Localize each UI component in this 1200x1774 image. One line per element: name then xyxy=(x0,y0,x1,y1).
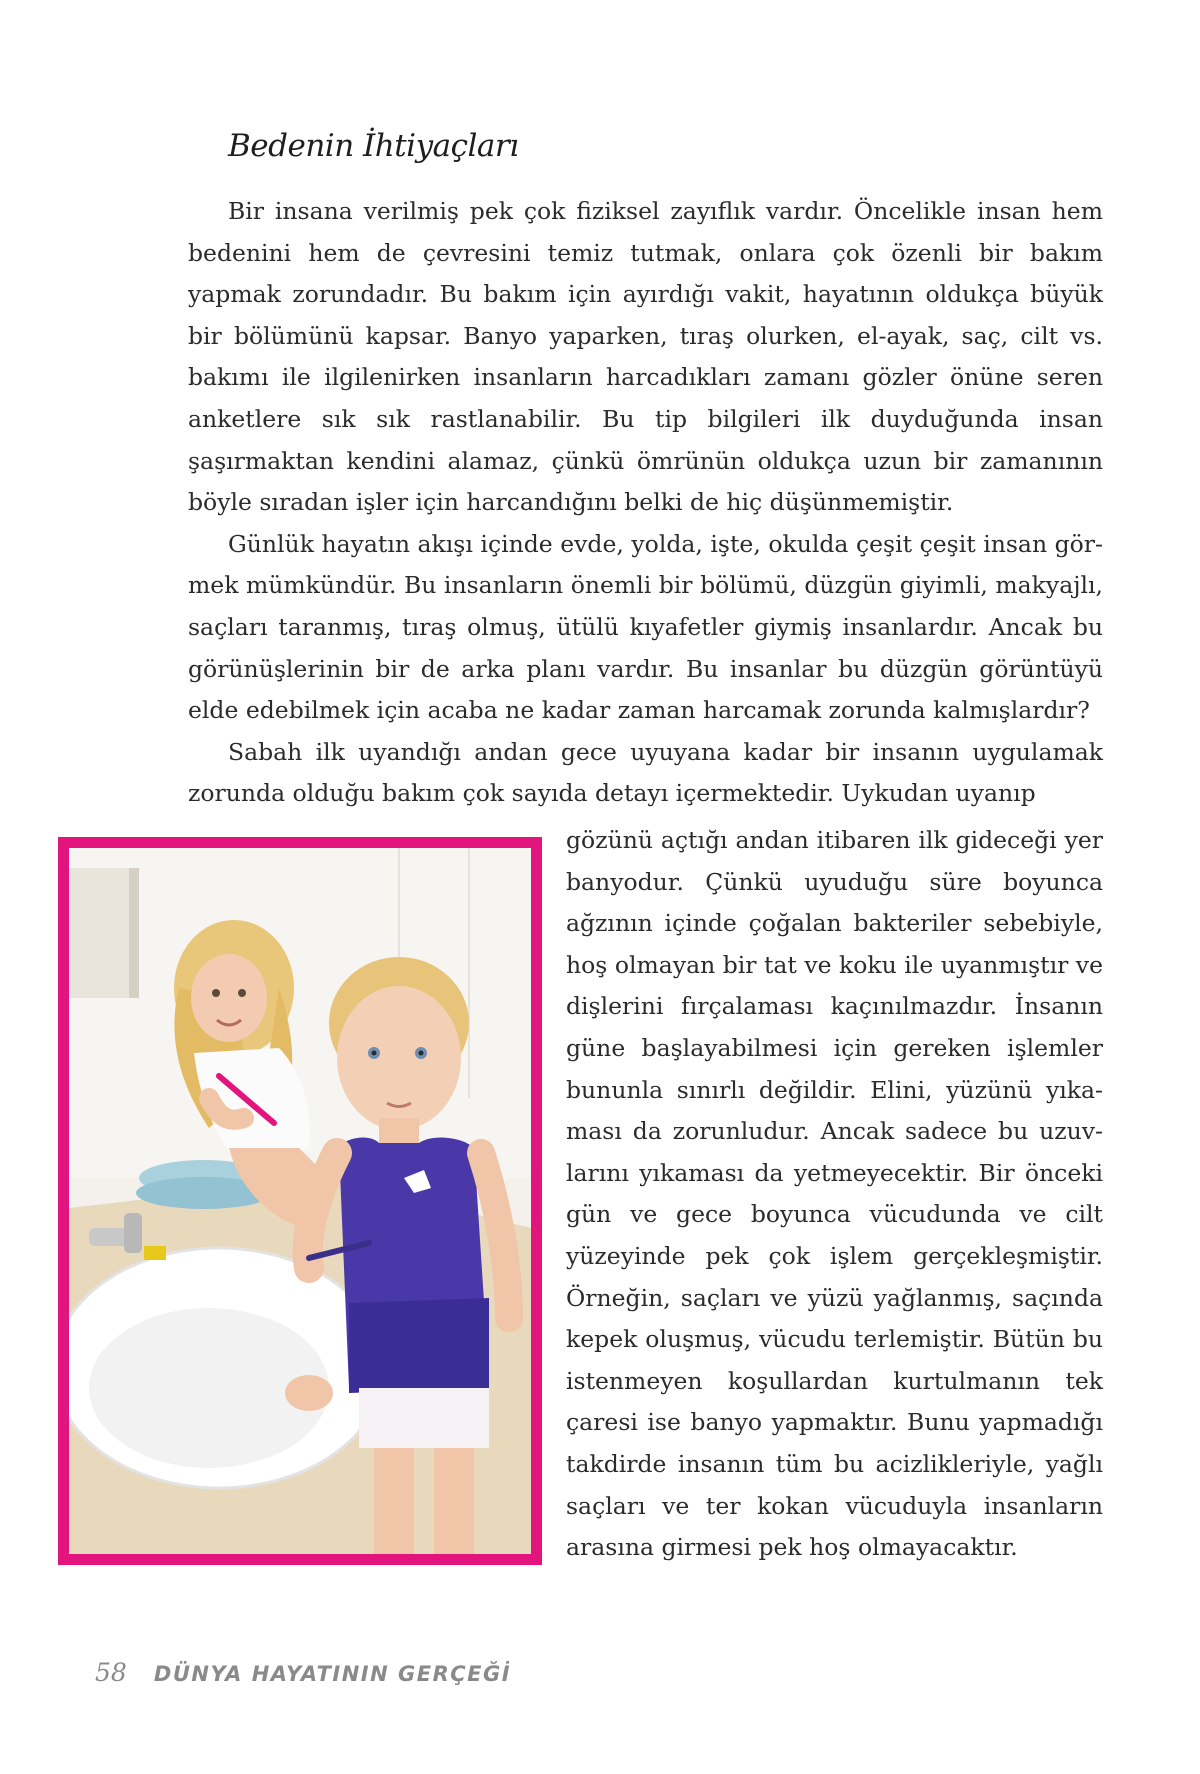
paragraph-1: Bir insana verilmiş pek çok fiziksel zayıflık vardır. Öncelikle insan hem bedenini hem de çevresini temiz tutmak, onlara çok özenli bir bakım yapmak zorundadır. Bu bakım için ayırdığı vakit, hayatının oldukça büyük bir bölümünü kapsar. Banyo yaparken, tıraş olurken, el-ayak, saç, cilt vs. bakımı ile ilgilenirken insanların harcadıkları zamanı gözler önüne seren anketlere sık sık rastlanabilir. Bu tip bilgileri ilk duyduğunda insan şaşırmaktan kendini alamaz, çünkü ömrünün oldukça uzun bir zamanının böyle sıradan işler için harcandığını belki de hiç düşünmemiştir. xyxy=(188,197,1103,517)
side-text-column xyxy=(566,820,1103,1569)
paragraph-2: Günlük hayatın akışı içinde evde, yolda, işte, okulda çeşit çeşit insan görmek mümkündür. Bu insanların önemli bir bölümü, düzgün giyimli, makyajlı, saçları taranmış, tıraş olmuş, ütülü kıyafetler giymiş insanlardır. Ancak bu görünüşlerinin bir de arka planı vardır. Bu insanlar bu düzgün görüntüyü elde edebilmek için acaba ne kadar zaman harcamak zorunda kalmışlardır? xyxy=(188,529,1103,725)
full-width-text-column xyxy=(188,191,1103,815)
page-footer xyxy=(95,1658,511,1687)
running-book-title: DÜNYA HAYATININ GERÇEĞİ xyxy=(153,1662,512,1686)
paragraph-3-start: Sabah ilk uyandığı andan gece uyuyana kadar bir insanın uygulamak zorunda olduğu bakım çok sayıda detayı içermektedir. Uykudan uyanıp xyxy=(188,737,1103,808)
section-title: Bedenin İhtiyaçları xyxy=(228,128,519,164)
photo-illustration xyxy=(69,848,531,1554)
photo-children-brushing-teeth xyxy=(58,837,542,1565)
paragraph-3-continued: gözünü açtığı andan itibaren ilk gideceği yer banyodur. Çünkü uyuduğu süre boyunca ağzının içinde çoğalan bakteriler sebebiyle, hoş olmayan bir tat ve koku ile uyanmıştır ve dişlerini fırçalaması kaçınılmazdır. İnsanın güne başlayabilmesi için gereken işlemler bununla sınırlı değildir. Elini, yüzünü yıkaması da zorunludur. Ancak sadece bu uzuvlarını yıkaması da yetmeyecektir. Bir önceki gün ve gece boyunca vücudunda ve cilt yüzeyinde pek çok işlem gerçekleşmiştir. Örneğin, saçları ve yüzü yağlanmış, saçında kepek oluşmuş, vücudu terlemiştir. Bütün bu istenmeyen koşullardan kurtulmanın tek çaresi ise banyo yapmaktır. Bunu yapmadığı takdirde insanın tüm bu acizlikleriyle, yağlı saçları ve ter kokan vücuduyla insanların arasına girmesi pek hoş olmayacaktır. xyxy=(566,826,1103,1562)
page-number: 58 xyxy=(95,1658,127,1687)
